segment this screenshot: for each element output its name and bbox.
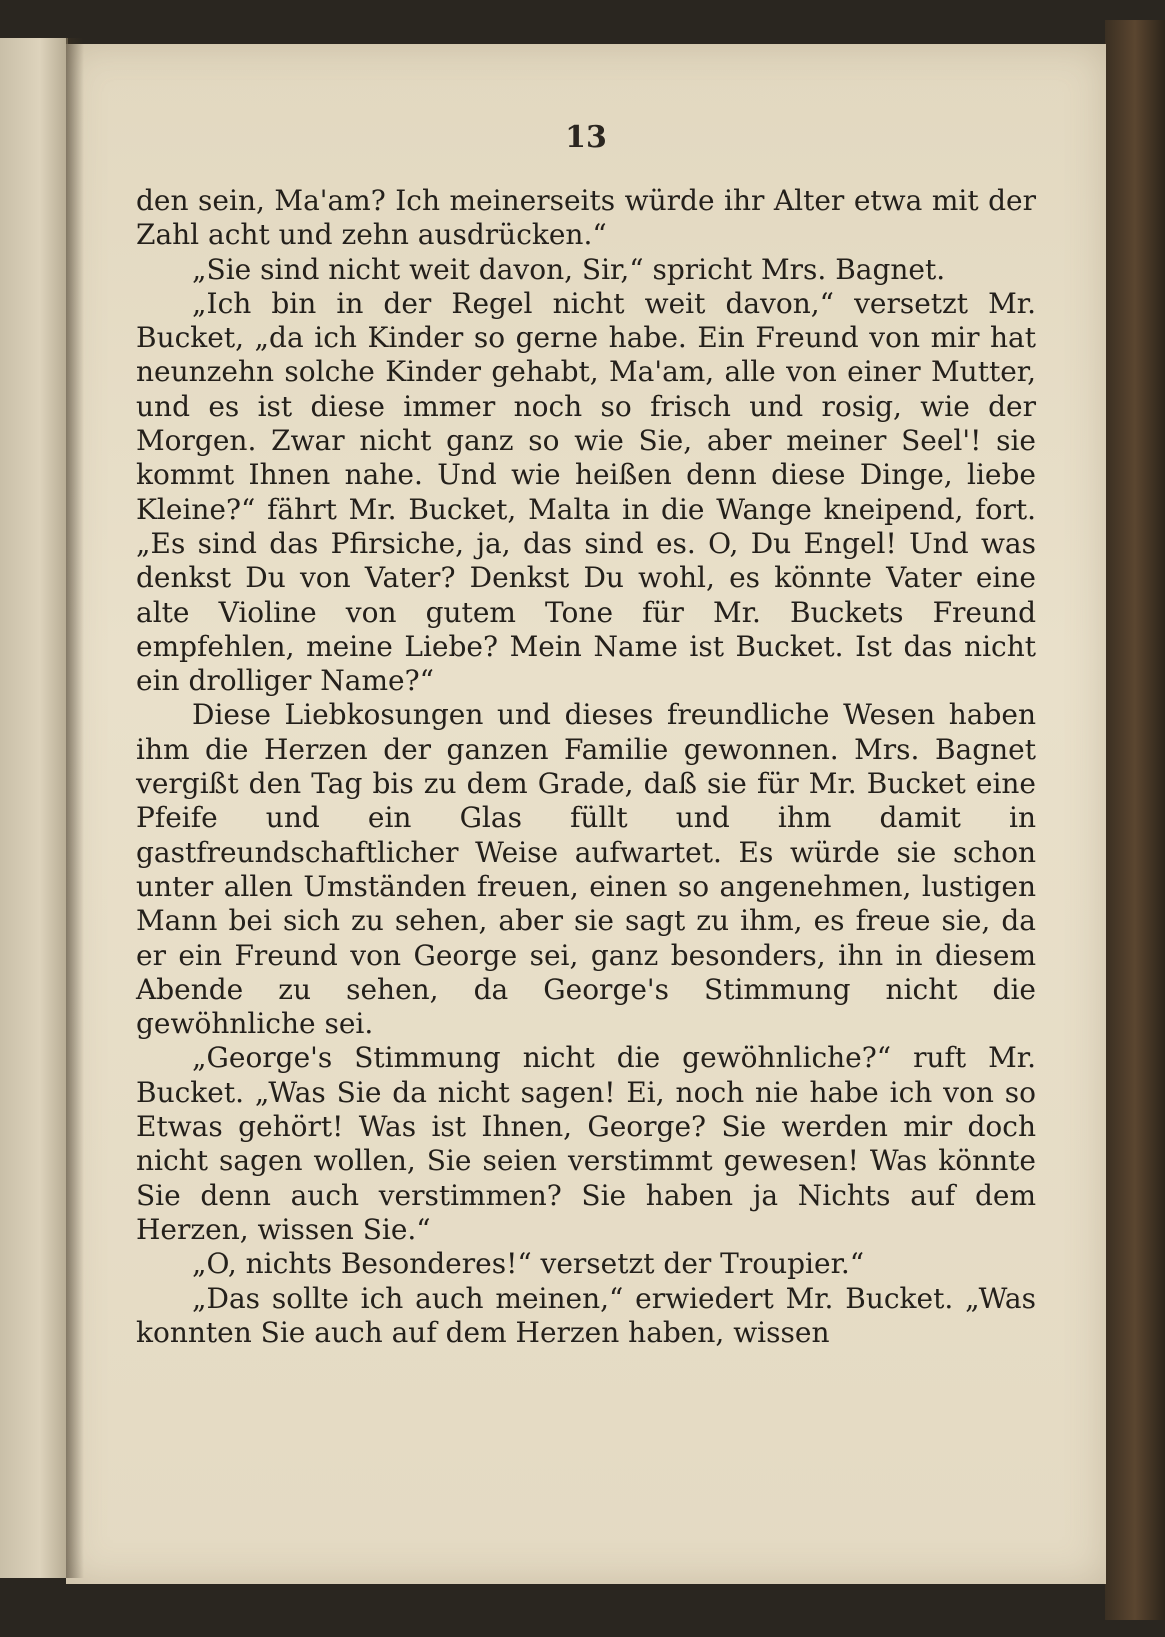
paragraph: „O, nichts Besonderes!“ versetzt der Troupier.“ <box>192 1247 865 1281</box>
book-page <box>66 44 1106 1584</box>
paragraph: Diese Liebkosungen und dieses freundliche Wesen haben ihm die Herzen der ganzen Familie gewonnen. Mrs. Bagnet vergißt den Tag bis zu dem Grade, daß sie für Mr. Bucket eine Pfeife und ein Glas füllt und ihm damit in gastfreundschaftlicher Weise aufwartet. Es würde sie schon unter allen Umständen freuen, einen so angenehmen, lustigen Mann bei sich zu sehen, aber sie sagt zu ihm, es freue sie, da er ein Freund von George sei, ganz besonders, ihn in diesem Abende zu sehen, da George's Stimmung nicht die gewöhnliche sei. <box>136 698 1036 1041</box>
paragraph: „Sie sind nicht weit davon, Sir,“ spricht Mrs. Bagnet. <box>192 252 946 286</box>
paragraph: „Das sollte ich auch meinen,“ erwiedert Mr. Bucket. „Was konnten Sie auch auf dem Herzen haben, wissen <box>136 1281 1036 1349</box>
left-page-edge <box>0 38 68 1578</box>
page-body-text <box>136 184 1036 1350</box>
paragraph: den sein, Ma'am? Ich meinerseits würde ihr Alter etwa mit der Zahl acht und zehn ausdrücken.“ <box>136 184 1036 252</box>
page-number: 13 <box>565 120 607 155</box>
paragraph: „George's Stimmung nicht die gewöhnliche?“ ruft Mr. Bucket. „Was Sie da nicht sagen! Ei, noch nie habe ich von so Etwas gehört! Was ist Ihnen, George? Sie werden mir doch nicht sagen wollen, Sie seien verstimmt gewesen! Was könnte Sie denn auch verstimmen? Sie haben ja Nichts auf dem Herzen, wissen Sie.“ <box>136 1041 1036 1246</box>
spine-shadow <box>66 38 84 1578</box>
paragraph: „Ich bin in der Regel nicht weit davon,“ versetzt Mr. Bucket, „da ich Kinder so gerne habe. Ein Freund von mir hat neunzehn solche Kinder gehabt, Ma'am, alle von einer Mutter, und es ist diese immer noch so frisch und rosig, wie der Morgen. Zwar nicht ganz so wie Sie, aber meiner Seel'! sie kommt Ihnen nahe. Und wie heißen denn diese Dinge, liebe Kleine?“ fährt Mr. Bucket, Malta in die Wange kneipend, fort. „Es sind das Pfirsiche, ja, das sind es. O, Du Engel! Und was denkst Du von Vater? Denkst Du wohl, es könnte Vater eine alte Violine von gutem Tone für Mr. Buckets Freund empfehlen, meine Liebe? Mein Name ist Bucket. Ist das nicht ein drolliger Name?“ <box>136 286 1036 698</box>
book-cover-edge <box>1105 20 1165 1620</box>
